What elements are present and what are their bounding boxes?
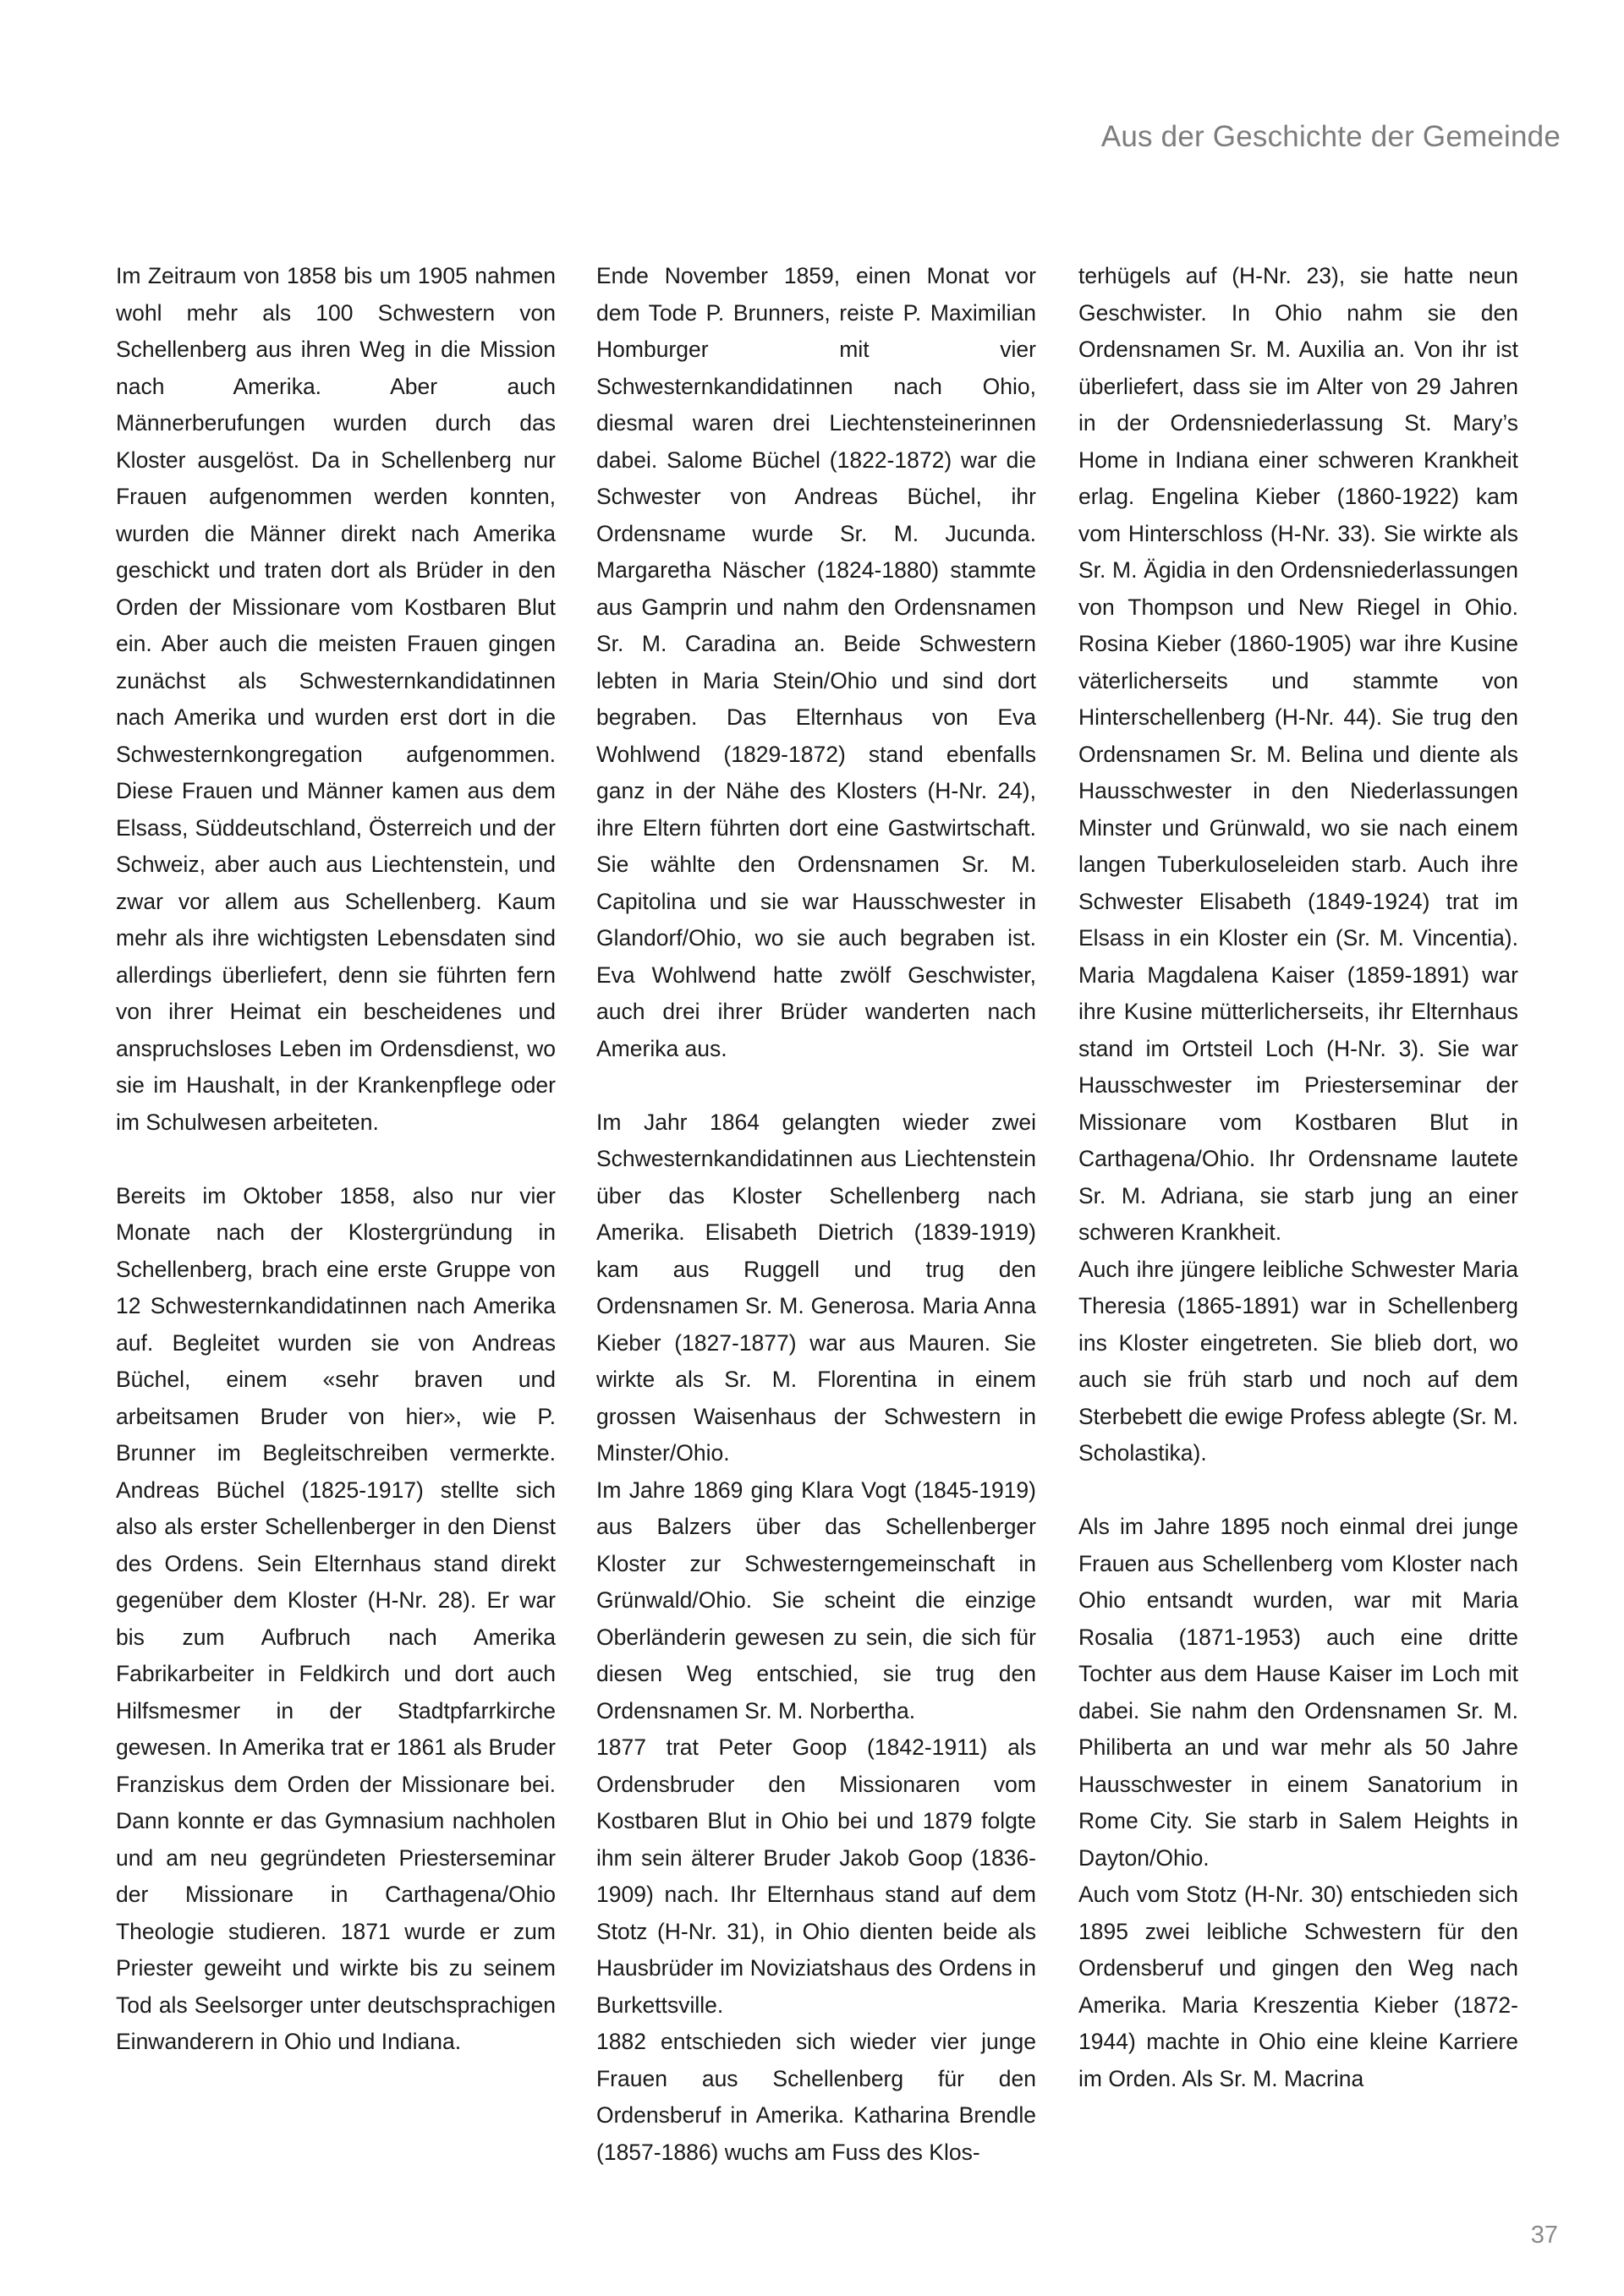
paragraph: Auch ihre jüngere leibliche Schwester Maria Theresia (1865-1891) war in Schellenberg ins Kloster eingetreten. Sie blieb dort, wo auch sie früh starb und noch auf dem Sterbebett die ewige Profess ablegte (Sr. M. Scholastika). — [1078, 1256, 1518, 1466]
text-column-2 — [596, 258, 1036, 2171]
paragraph: Ende November 1859, einen Monat vor dem Tode P. Brunners, reiste P. Maximilian Homburger mit vier Schwesternkandidatinnen nach Ohio, diesmal waren drei Liechtensteinerinnen dabei. Salome Büchel (1822-1872) war die Schwester von Andreas Büchel, ihr Ordensname wurde Sr. M. Jucunda. Margaretha Näscher (1824-1880) stammte aus Gamprin und nahm den Ordensnamen Sr. M. Caradina an. Beide Schwestern lebten in Maria Stein/Ohio und sind dort begraben. Das Elternhaus von Eva Wohlwend (1829-1872) stand ebenfalls ganz in der Nähe des Klosters (H-Nr. 24), ihre Eltern führten dort eine Gastwirtschaft. Sie wählte den Ordensnamen Sr. M. Capitolina und sie war Hausschwester in Glandorf/Ohio, wo sie auch begraben ist. Eva Wohlwend hatte zwölf Geschwister, auch drei ihrer Brüder wanderten nach Amerika aus. — [596, 263, 1036, 1061]
paragraph: 1882 entschieden sich wieder vier junge Frauen aus Schellenberg für den Ordensberuf in Amerika. Katharina Brendle (1857-1886) wuchs am Fuss des Klos- — [596, 2029, 1036, 2165]
paragraph: Als im Jahre 1895 noch einmal drei junge Frauen aus Schellenberg vom Kloster nach Ohio entsandt wurden, war mit Maria Rosalia (1871-1953) auch eine dritte Tochter aus dem Hause Kaiser im Loch mit dabei. Sie nahm den Ordensnamen Sr. M. Philiberta an und war mehr als 50 Jahre Hausschwester in einem Sanatorium in Rome City. Sie starb in Salem Heights in Dayton/Ohio. — [1078, 1514, 1518, 1871]
paragraph: Im Jahr 1864 gelangten wieder zwei Schwesternkandidatinnen aus Liechtenstein über das Kloster Schellenberg nach Amerika. Elisabeth Dietrich (1839-1919) kam aus Ruggell und trug den Ordensnamen Sr. M. Generosa. Maria Anna Kieber (1827-1877) war aus Mauren. Sie wirkte als Sr. M. Florentina in einem grossen Waisenhaus der Schwestern in Minster/Ohio. — [596, 1109, 1036, 1466]
paragraph: Im Zeitraum von 1858 bis um 1905 nahmen wohl mehr als 100 Schwestern von Schellenberg aus ihren Weg in die Mission nach Amerika. Aber auch Männerberufungen wurden durch das Kloster ausgelöst. Da in Schellenberg nur Frauen aufgenommen werden konnten, wurden die Männer direkt nach Amerika geschickt und traten dort als Brüder in den Orden der Missionare vom Kostbaren Blut ein. Aber auch die meisten Frauen gingen zunächst als Schwesternkandidatinnen nach Amerika und wurden erst dort in die Schwesternkongregation aufgenommen. Diese Frauen und Männer kamen aus dem Elsass, Süddeutschland, Österreich und der Schweiz, aber auch aus Liechtenstein, und zwar vor allem aus Schellenberg. Kaum mehr als ihre wichtigsten Lebensdaten sind allerdings überliefert, denn sie führten fern von ihrer Heimat ein bescheidenes und anspruchsloses Leben im Ordensdienst, wo sie im Haushalt, in der Krankenpflege oder im Schulwesen arbeiteten. — [116, 263, 556, 1135]
paragraph: terhügels auf (H-Nr. 23), sie hatte neun Geschwister. In Ohio nahm sie den Ordensnamen Sr. M. Auxilia an. Von ihr ist überliefert, dass sie im Alter von 29 Jahren in der Ordensniederlassung St. Mary’s Home in Indiana einer schweren Krankheit erlag. Engelina Kieber (1860-1922) kam vom Hinterschloss (H-Nr. 33). Sie wirkte als Sr. M. Ägidia in den Ordensniederlassungen von Thompson und New Riegel in Ohio. Rosina Kieber (1860-1905) war ihre Kusine väterlicherseits und stammte von Hinterschellenberg (H-Nr. 44). Sie trug den Ordensnamen Sr. M. Belina und diente als Hausschwester in den Niederlassungen Minster und Grünwald, wo sie nach einem langen Tuberkuloseleiden starb. Auch ihre Schwester Elisabeth (1849-1924) trat im Elsass in ein Kloster ein (Sr. M. Vincentia). Maria Magdalena Kaiser (1859-1891) war ihre Kusine mütterlicherseits, ihr Elternhaus stand im Ortsteil Loch (H-Nr. 3). Sie war Hausschwester im Priesterseminar der Missionare vom Kostbaren Blut in Carthagena/Ohio. Ihr Ordensname lautete Sr. M. Adriana, sie starb jung an einer schweren Krankheit. — [1078, 263, 1518, 1245]
paragraph: 1877 trat Peter Goop (1842-1911) als Ordensbruder den Missionaren vom Kostbaren Blut in Ohio bei und 1879 folgte ihm sein älterer Bruder Jakob Goop (1836-1909) nach. Ihr Elternhaus stand auf dem Stotz (H-Nr. 31), in Ohio dienten beide als Hausbrüder im Noviziatshaus des Ordens in Burkettsville. — [596, 1734, 1036, 2018]
text-column-3 — [1078, 258, 1518, 2097]
paragraph: Im Jahre 1869 ging Klara Vogt (1845-1919) aus Balzers über das Schellenberger Kloster zur Schwesterngemeinschaft in Grünwald/Ohio. Sie scheint die einzige Oberländerin gewesen zu sein, die sich für diesen Weg entschied, sie trug den Ordensnamen Sr. M. Norbertha. — [596, 1477, 1036, 1723]
section-header: Aus der Geschichte der Gemeinde — [1100, 120, 1561, 153]
paragraph: Bereits im Oktober 1858, also nur vier Monate nach der Klostergründung in Schellenberg, brach eine erste Gruppe von 12 Schwesternkandidatinnen nach Amerika auf. Begleitet wurden sie von Andreas Büchel, einem «sehr braven und arbeitsamen Bruder von hier», wie P. Brunner im Begleitschreiben vermerkte. Andreas Büchel (1825-1917) stellte sich also als erster Schellenberger in den Dienst des Ordens. Sein Elternhaus stand direkt gegenüber dem Kloster (H-Nr. 28). Er war bis zum Aufbruch nach Amerika Fabrikarbeiter in Feldkirch und dort auch Hilfsmesmer in der Stadtpfarrkirche gewesen. In Amerika trat er 1861 als Bruder Franziskus dem Orden der Missionare bei. Dann konnte er das Gymnasium nachholen und am neu gegründeten Priesterseminar der Missionare in Carthagena/Ohio Theologie studieren. 1871 wurde er zum Priester geweiht und wirkte bis zu seinem Tod als Seelsorger unter deutschsprachigen Einwanderern in Ohio und Indiana. — [116, 1182, 556, 2054]
text-column-1 — [116, 258, 556, 2061]
page-number: 37 — [1530, 2222, 1558, 2249]
paragraph: Auch vom Stotz (H-Nr. 30) entschieden sich 1895 zwei leibliche Schwestern für den Ordensberuf und gingen den Weg nach Amerika. Maria Kreszentia Kieber (1872-1944) machte in Ohio eine kleine Karriere im Orden. Als Sr. M. Macrina — [1078, 1882, 1518, 2091]
